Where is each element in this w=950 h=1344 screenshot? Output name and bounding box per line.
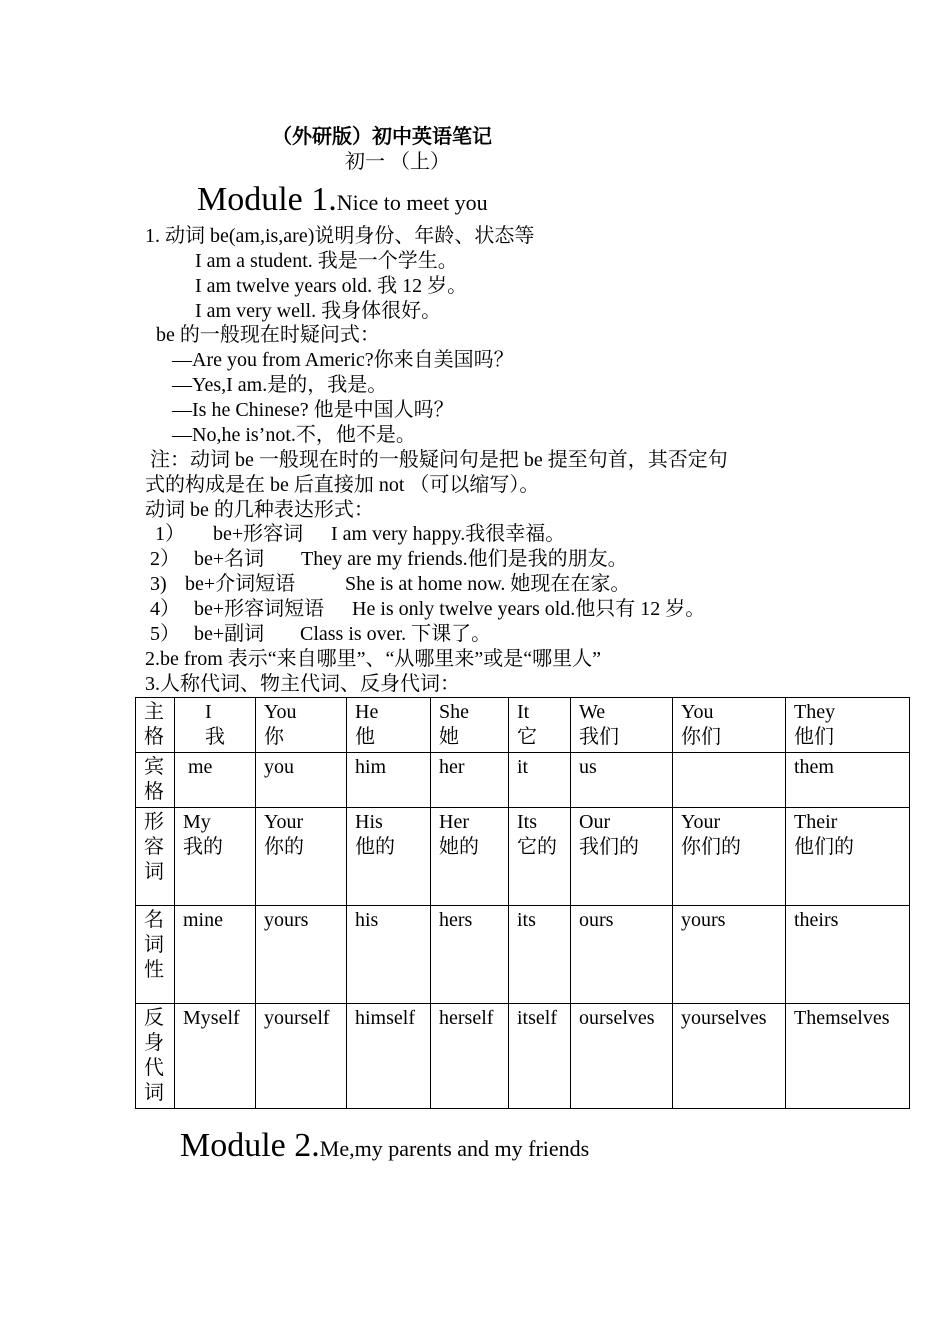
point1-title: 1. 动词 be(am,is,are)说明身份、年龄、状态等 bbox=[145, 225, 535, 247]
table-row bbox=[136, 906, 910, 1004]
table-cell: it bbox=[509, 753, 571, 808]
form-example: She is at home now. 她现在在家。 bbox=[345, 573, 631, 595]
form-number: 3) bbox=[150, 573, 167, 595]
table-row bbox=[136, 753, 910, 808]
table-cell: itself bbox=[509, 1004, 571, 1109]
row-label-noun: 名词性 bbox=[136, 906, 175, 1004]
table-cell: It 它 bbox=[509, 698, 571, 753]
form-number: 5） bbox=[150, 623, 180, 645]
form-item bbox=[150, 597, 705, 622]
form-item bbox=[150, 547, 628, 572]
table-cell: hers bbox=[431, 906, 509, 1004]
table-row bbox=[136, 808, 910, 906]
table-cell: them bbox=[786, 753, 910, 808]
module2-label: Module 2. bbox=[180, 1127, 320, 1164]
table-cell: himself bbox=[347, 1004, 431, 1109]
table-cell: Your 你的 bbox=[256, 808, 347, 906]
form-pattern: be+名词 bbox=[194, 548, 265, 570]
table-cell bbox=[673, 753, 786, 808]
table-cell: yourself bbox=[256, 1004, 347, 1109]
table-cell: mine bbox=[175, 906, 256, 1004]
row-label-object: 宾格 bbox=[136, 753, 175, 808]
note-line-1: 注：动词 be 一般现在时的一般疑问句是把 be 提至句首，其否定句 bbox=[150, 449, 728, 471]
module2-name: Me,my parents and my friends bbox=[319, 1136, 590, 1161]
table-cell: He 他 bbox=[347, 698, 431, 753]
form-example: I am very happy.我很幸福。 bbox=[331, 523, 566, 545]
table-cell: You 你 bbox=[256, 698, 347, 753]
table-cell: Its 它的 bbox=[509, 808, 571, 906]
form-pattern: be+介词短语 bbox=[185, 573, 296, 595]
table-cell: Your 你们的 bbox=[673, 808, 786, 906]
module2-heading bbox=[180, 1126, 589, 1170]
table-cell: theirs bbox=[786, 906, 910, 1004]
table-cell: us bbox=[571, 753, 673, 808]
form-example: Class is over. 下课了。 bbox=[300, 623, 492, 645]
form-item bbox=[150, 622, 491, 647]
table-cell: I 我 bbox=[175, 698, 256, 753]
module1-heading bbox=[197, 180, 488, 224]
example-2: I am twelve years old. 我 12 岁。 bbox=[195, 275, 468, 297]
table-cell: yours bbox=[673, 906, 786, 1004]
form-number: 1） bbox=[155, 523, 185, 545]
form-item bbox=[150, 572, 630, 597]
note-line-2: 式的构成是在 be 后直接加 not （可以缩写）。 bbox=[145, 474, 540, 496]
form-pattern: be+形容词 bbox=[213, 523, 304, 545]
table-cell: Themselves bbox=[786, 1004, 910, 1109]
point2: 2.be from 表示“来自哪里”、“从哪里来”或是“哪里人” bbox=[145, 648, 602, 670]
table-cell: We 我们 bbox=[571, 698, 673, 753]
table-cell: Her 她的 bbox=[431, 808, 509, 906]
table-cell: Our 我们的 bbox=[571, 808, 673, 906]
question-form-title: be 的一般现在时疑问式： bbox=[156, 324, 380, 346]
module1-label: Module 1. bbox=[197, 181, 337, 218]
form-pattern: be+副词 bbox=[194, 623, 265, 645]
document-title: （外研版）初中英语笔记 bbox=[272, 126, 492, 148]
table-cell: Their 他们的 bbox=[786, 808, 910, 906]
table-cell: her bbox=[431, 753, 509, 808]
pronoun-table bbox=[135, 697, 910, 1109]
row-label-subject: 主格 bbox=[136, 698, 175, 753]
form-number: 4） bbox=[150, 598, 180, 620]
table-row bbox=[136, 1004, 910, 1109]
table-cell: My 我的 bbox=[175, 808, 256, 906]
point3-title: 3.人称代词、物主代词、反身代词： bbox=[145, 673, 460, 695]
table-cell: yourselves bbox=[673, 1004, 786, 1109]
example-1: I am a student. 我是一个学生。 bbox=[195, 250, 458, 272]
form-example: He is only twelve years old.他只有 12 岁。 bbox=[352, 598, 706, 620]
table-cell: ours bbox=[571, 906, 673, 1004]
table-cell: She 她 bbox=[431, 698, 509, 753]
table-cell: You 你们 bbox=[673, 698, 786, 753]
table-cell: ourselves bbox=[571, 1004, 673, 1109]
table-cell: him bbox=[347, 753, 431, 808]
form-example: They are my friends.他们是我的朋友。 bbox=[301, 548, 628, 570]
dialogue-q2: —Is he Chinese? 他是中国人吗？ bbox=[172, 399, 454, 421]
dialogue-a2: —No,he is’not.不，他不是。 bbox=[172, 424, 416, 446]
dialogue-a1: —Yes,I am.是的，我是。 bbox=[172, 374, 388, 396]
table-cell: His 他的 bbox=[347, 808, 431, 906]
form-item bbox=[155, 522, 565, 547]
table-cell: yours bbox=[256, 906, 347, 1004]
table-cell: Myself bbox=[175, 1004, 256, 1109]
table-cell: his bbox=[347, 906, 431, 1004]
table-cell: They 他们 bbox=[786, 698, 910, 753]
row-label-adjective: 形容词 bbox=[136, 808, 175, 906]
table-cell: herself bbox=[431, 1004, 509, 1109]
example-3: I am very well. 我身体很好。 bbox=[195, 300, 442, 322]
form-number: 2） bbox=[150, 548, 180, 570]
row-label-reflexive: 反身代词 bbox=[136, 1004, 175, 1109]
dialogue-q1: —Are you from Americ?你来自美国吗？ bbox=[172, 349, 514, 371]
table-cell: me bbox=[175, 753, 256, 808]
table-row bbox=[136, 698, 910, 753]
document-subtitle: 初一 （上） bbox=[345, 151, 450, 173]
module1-name: Nice to meet you bbox=[336, 190, 488, 215]
forms-title: 动词 be 的几种表达形式： bbox=[145, 499, 374, 521]
table-cell: you bbox=[256, 753, 347, 808]
form-pattern: be+形容词短语 bbox=[194, 598, 325, 620]
table-cell: its bbox=[509, 906, 571, 1004]
